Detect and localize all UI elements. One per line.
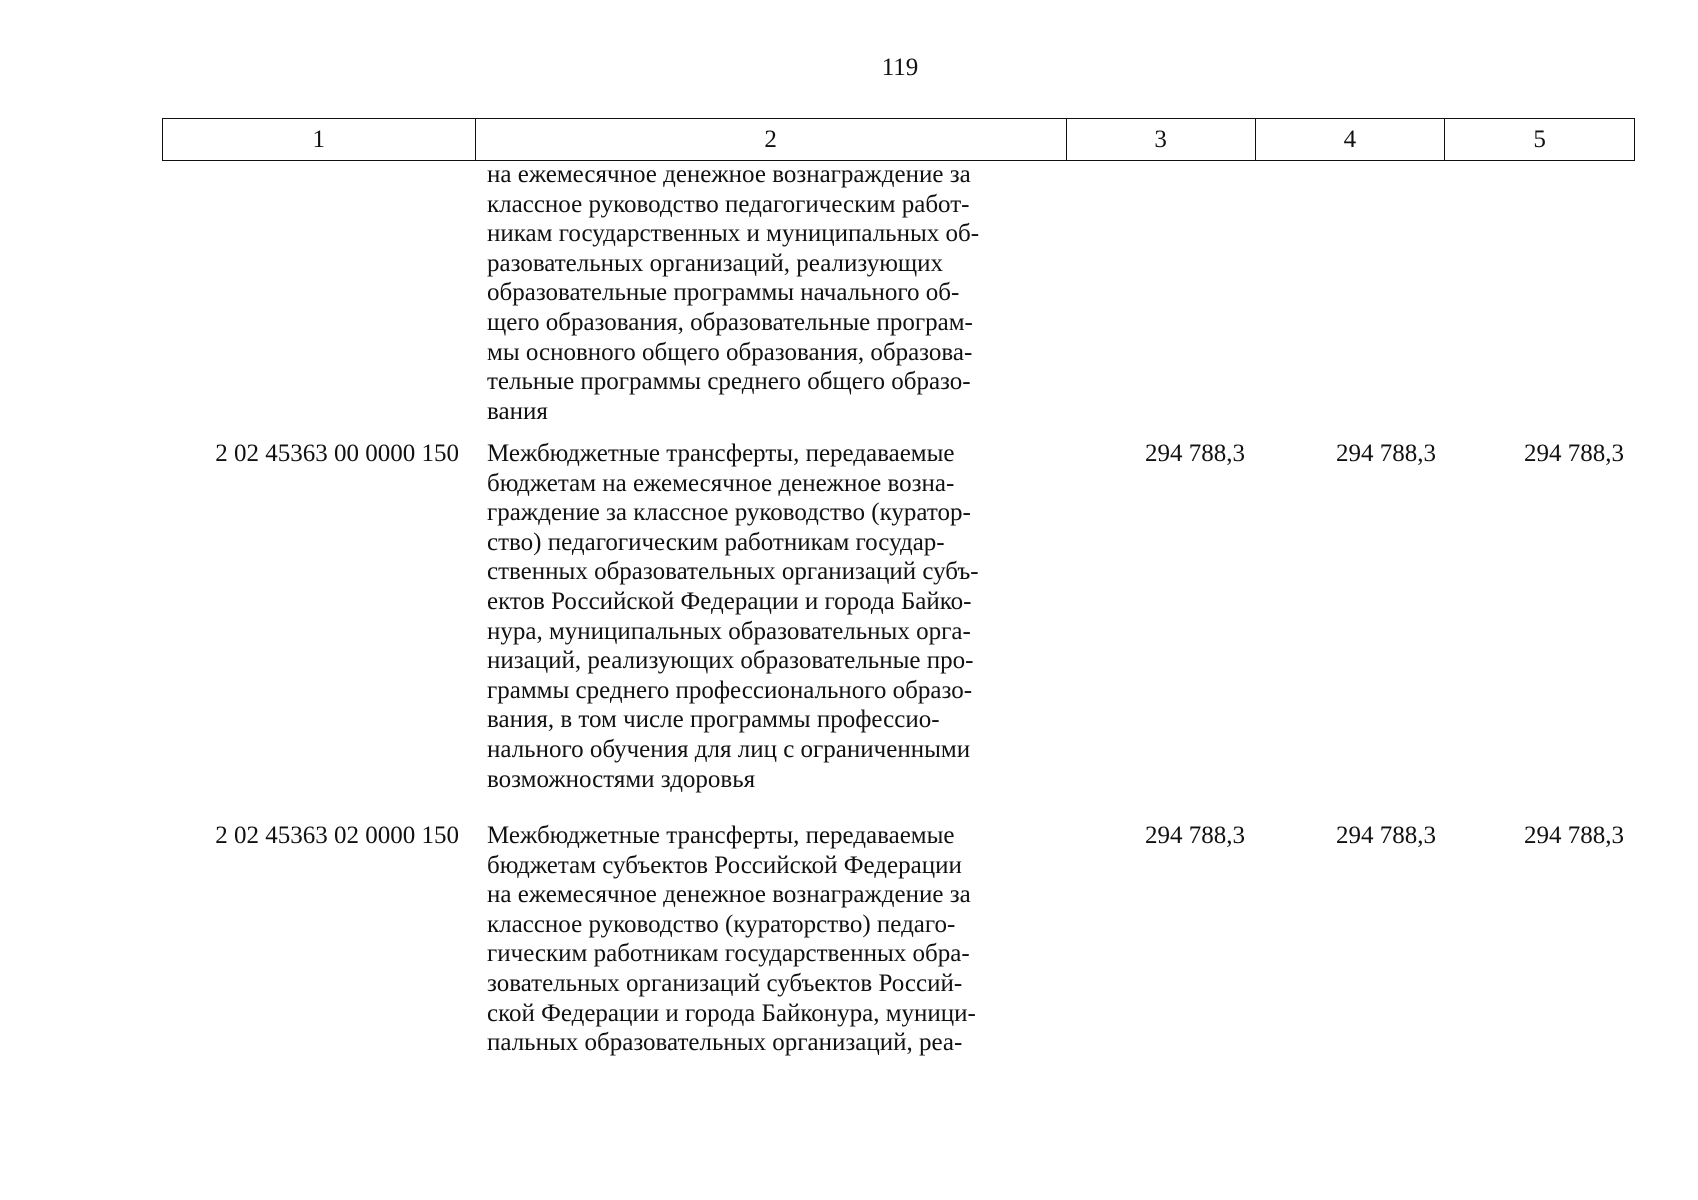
column-header-2: 2	[476, 119, 1067, 160]
value-col4: 294 788,3	[1336, 822, 1436, 849]
budget-code: 2 02 45363 00 0000 150	[215, 440, 459, 467]
column-header-1: 1	[163, 119, 476, 160]
value-col5: 294 788,3	[1524, 440, 1624, 467]
row-description: Межбюджетные трансферты, передаваемые бюджетам субъектов Российской Федерации на ежемесячное денежное вознаграждение за классное руководство (кураторство) педаго- гическим работникам государственных обра- зовательных организаций субъектов Россий- ской Федерации и города Байконура, муници- пальных образовательных организаций, реа-	[487, 822, 976, 1057]
budget-code: 2 02 45363 02 0000 150	[215, 822, 459, 849]
column-header-5: 5	[1533, 125, 1546, 153]
row-description: на ежемесячное денежное вознаграждение за классное руководство педагогическим работ- никам государственных и муниципальных об- разовательных организаций, реализующих образовательные программы начального об- щего образования, образовательные програм- мы основного общего образования, образова- тельные программы среднего общего образо- вания	[487, 161, 980, 425]
value-col3: 294 788,3	[1145, 440, 1245, 467]
value-col5: 294 788,3	[1524, 822, 1624, 849]
row-description: Межбюджетные трансферты, передаваемые бюджетам на ежемесячное денежное возна- граждение за классное руководство (куратор- ство) педагогическим работникам государ- ственных образовательных организаций субъ- ектов Российской Федерации и города Байко- нура, муниципальных образовательных орга- низаций, реализующих образовательные про- граммы среднего профессионального образо- вания, в том числе программы профессио- нального обучения для лиц с ограниченными возможностями здоровья	[487, 440, 979, 793]
column-header-3: 3	[1067, 119, 1256, 160]
value-col4: 294 788,3	[1336, 440, 1436, 467]
value-col3: 294 788,3	[1145, 822, 1245, 849]
page-number: 119	[881, 54, 919, 81]
column-header-4: 4	[1256, 119, 1446, 160]
table-header-row	[162, 118, 1635, 161]
